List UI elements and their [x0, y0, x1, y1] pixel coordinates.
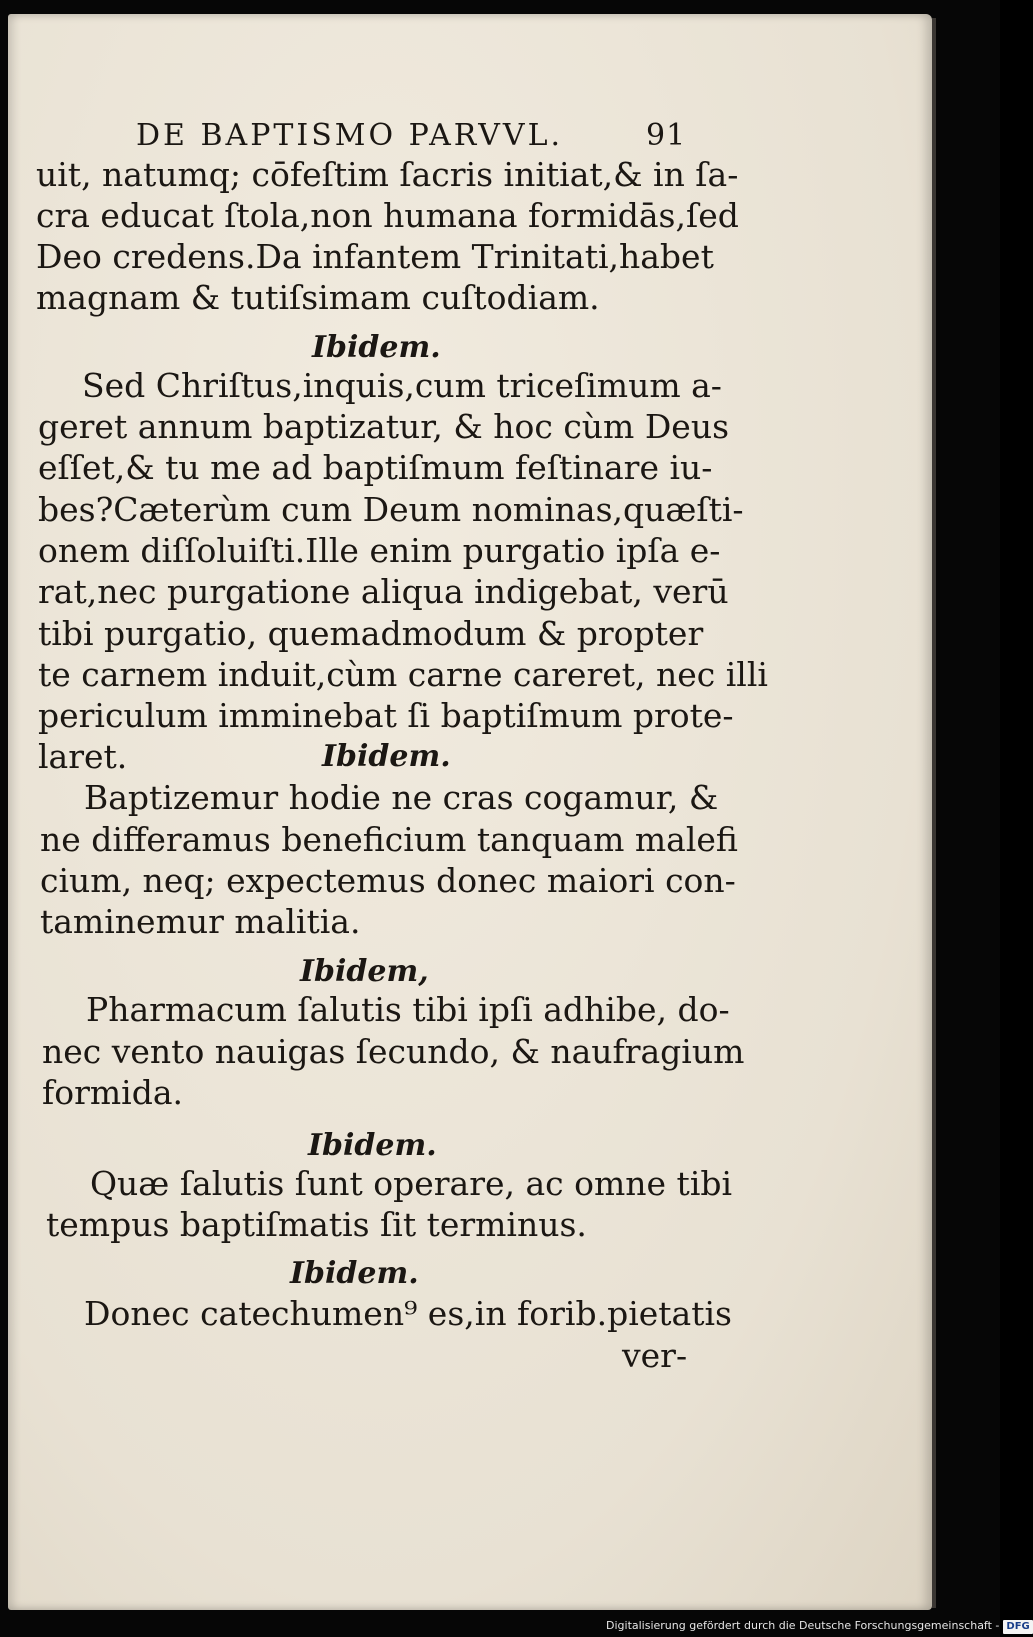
text-line: taminemur malitia.	[40, 902, 361, 941]
text-line: bes?Cæterùm cum Deum nominas,quæſti-	[38, 490, 744, 529]
credit-text: Digitalisierung gefördert durch die Deutsche Forschungsgemeinschaft -	[606, 1619, 1000, 1632]
text-line: Baptizemur hodie ne cras cogamur, &	[84, 778, 719, 817]
page-edge-shadow	[932, 18, 936, 1608]
text-line: Deo credens.Da infantem Trinitati,habet	[36, 237, 714, 276]
section-heading: Ibidem.	[290, 1256, 419, 1291]
text-line: uit, natumq; cōfeſtim ſacris initiat,& in ſa-	[36, 155, 739, 194]
text-line: geret annum baptizatur, & hoc cùm Deus	[38, 407, 730, 446]
text-line: nec vento nauigas ſecundo, & naufragium	[42, 1032, 745, 1071]
text-line: rat,nec purgatione aliqua indigebat, verū	[38, 572, 729, 611]
digitization-credit	[606, 1616, 1033, 1636]
text-line: cium, neq; expectemus donec maiori con-	[40, 861, 736, 900]
text-line: tibi purgatio, quemadmodum & propter	[38, 614, 704, 653]
section-heading: Ibidem.	[312, 330, 441, 365]
page-number: 91	[646, 118, 687, 153]
dfg-logo: DFG	[1003, 1620, 1032, 1634]
running-title: DE BAPTISMO PARVVL.	[136, 118, 564, 153]
text-line: laret.	[38, 737, 128, 776]
text-line: periculum imminebat ſi baptiſmum prote-	[38, 696, 734, 735]
text-line: formida.	[42, 1073, 183, 1112]
text-line: cra educat ſtola,non humana formidās,ſed	[36, 196, 739, 235]
text-line: magnam & tutiſsimam cuſtodiam.	[36, 278, 600, 317]
section-heading: Ibidem,	[300, 954, 429, 989]
text-line: Pharmacum ſalutis tibi ipſi adhibe, do-	[86, 990, 730, 1029]
section-heading: Ibidem.	[308, 1128, 437, 1163]
book-page	[8, 14, 932, 1610]
text-line: tempus baptiſmatis ſit terminus.	[46, 1205, 587, 1244]
section-heading: Ibidem.	[322, 739, 451, 774]
text-line: te carnem induit,cùm carne careret, nec illi	[38, 655, 768, 694]
catchword: ver-	[622, 1336, 688, 1375]
text-line: Donec catechumen⁹ es,in forib.pietatis	[84, 1294, 732, 1333]
text-line: onem diſſoluiſti.Ille enim purgatio ipſa e-	[38, 531, 721, 570]
text-line: Sed Chriſtus,inquis,cum triceſimum a-	[82, 366, 722, 405]
text-line: ne differamus beneficium tanquam malefi	[40, 820, 738, 859]
page-header	[136, 110, 716, 158]
text-line: eſſet,& tu me ad baptiſmum feſtinare iu-	[38, 448, 713, 487]
page-text	[8, 14, 932, 1610]
text-line: Quæ ſalutis ſunt operare, ac omne tibi	[90, 1164, 733, 1203]
